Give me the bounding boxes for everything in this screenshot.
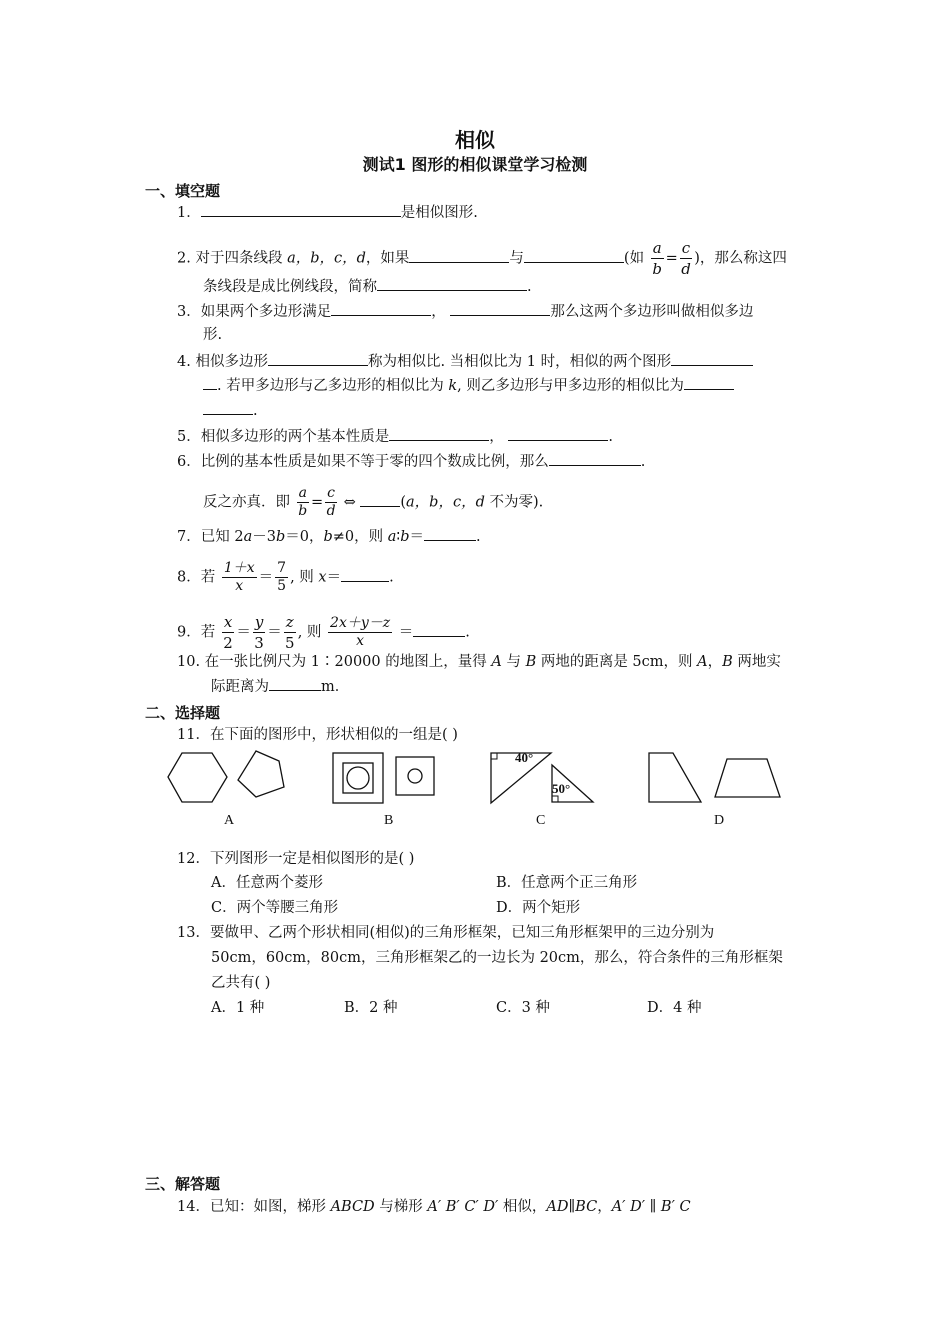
q4-text-c: . 若甲多边形与乙多边形的相似比为 [217, 378, 449, 394]
q9-t2: , 则 [297, 624, 322, 641]
frac-den: 2 [223, 634, 233, 652]
question-9 [177, 612, 470, 653]
question-13-line3: 乙共有( ) [211, 975, 271, 991]
q13-option-d[interactable]: D．4 种 [647, 1000, 702, 1016]
q6-text-b: 反之亦真．即 [203, 494, 290, 511]
section-fill-in: 一、填空题 [145, 182, 221, 200]
equals-sign: = [310, 494, 324, 511]
q10-t4: 两地实 [732, 654, 781, 670]
question-13: 13．要做甲、乙两个形状相同(相似)的三角形框架，已知三角形框架甲的三边分别为 [177, 925, 715, 941]
frac-den: 5 [277, 578, 287, 594]
q12-option-d[interactable]: D．两个矩形 [496, 900, 581, 916]
q10-B2: B [722, 654, 733, 670]
q13-option-a[interactable]: A．1 种 [211, 1000, 265, 1016]
q14-t3: 相似， [498, 1199, 547, 1215]
frac-num: c [681, 239, 691, 257]
q14-t4: ， [597, 1199, 612, 1215]
question-4-line3 [203, 400, 258, 421]
q7-t3: ＝0， [285, 529, 324, 545]
q4-text-a: 4. 相似多边形 [177, 354, 268, 370]
q14-bc: BC [575, 1199, 598, 1215]
page-title: 相似 [455, 128, 495, 152]
q9-fraction-z5 [284, 612, 296, 653]
q12-option-b[interactable]: B．任意两个正三角形 [496, 875, 638, 891]
question-10 [177, 652, 781, 672]
q10-t3: 两地的距离是 5cm，则 [536, 654, 698, 670]
right-angle-mark [491, 753, 497, 759]
frac-num: y [254, 613, 264, 631]
q6-text-c: ( [400, 494, 407, 511]
q9-fraction-expr [328, 615, 392, 650]
question-3-line2: 形. [203, 327, 223, 343]
angle-40-label: 40° [515, 750, 534, 765]
q3-blank-1[interactable] [331, 301, 431, 316]
option-label-c: C [536, 813, 546, 828]
q2-fraction-ab [651, 238, 664, 279]
q14-abcd-prime: A′ B′ C′ D′ [427, 1199, 499, 1215]
q10-t5: 际距离为 [211, 679, 269, 695]
q5-blank-1[interactable] [389, 426, 489, 441]
iff-symbol: ⇔ [343, 494, 356, 511]
question-3 [177, 301, 753, 322]
q2-line2-text: 条线段是成比例线段，简称 [203, 279, 377, 295]
q8-t2: , 则 [290, 569, 319, 586]
q8-fraction-2 [275, 560, 288, 595]
question-6-line2 [203, 485, 543, 520]
q8-x: x [318, 569, 327, 586]
q2-blank-3[interactable] [377, 276, 527, 291]
q7-t6: ＝ [409, 529, 424, 545]
q4-blank-3-cont[interactable] [203, 400, 253, 415]
frac-num: z [285, 613, 294, 631]
q6-blank-1[interactable] [549, 451, 641, 466]
q14-t5: ∥ [645, 1199, 661, 1215]
q2-fraction-cd [680, 238, 692, 279]
option-label-d: D [714, 813, 725, 828]
q6-text-d: 不为零). [484, 494, 544, 511]
q2-text-d: (如 [623, 250, 645, 267]
q10-A2: A [697, 654, 708, 670]
q5-text-a: 5．相似多边形的两个基本性质是 [177, 429, 390, 445]
q13-option-b[interactable]: B．2 种 [344, 1000, 398, 1016]
q14-t2: 与梯形 [374, 1199, 428, 1215]
q3-blank-2[interactable] [450, 301, 550, 316]
q7-blank[interactable] [424, 526, 476, 541]
parallel-symbol: ∥ [568, 1199, 576, 1215]
question-6 [177, 451, 645, 472]
q9-fraction-y3 [253, 612, 265, 653]
q7-v5: b [400, 529, 410, 545]
frac-num: c [327, 485, 335, 501]
q7-t4: ≠0，则 [332, 529, 388, 545]
q4-blank-2-cont[interactable] [203, 375, 217, 390]
q12-option-c[interactable]: C．两个等腰三角形 [211, 900, 339, 916]
q14-bc-prime: B′ C [660, 1199, 691, 1215]
q8-end: . [389, 569, 394, 586]
angle-50-label: 50° [552, 781, 571, 796]
q7-v4: a [387, 529, 397, 545]
frac-den: d [326, 503, 336, 519]
q4-text-b: 称为相似比. 当相似比为 1 时，相似的两个图形 [367, 354, 672, 370]
q10-A: A [491, 654, 502, 670]
q11-figures [160, 745, 800, 835]
equals-sign: ＝ [258, 569, 274, 586]
q9-t1: 9．若 [177, 624, 216, 641]
q2-blank-1[interactable] [409, 248, 509, 263]
q10-comma: ， [707, 654, 723, 670]
frac-den: b [298, 503, 308, 519]
q11-figures-svg [160, 745, 800, 835]
q3-text-a: 3．如果两个多边形满足 [177, 304, 332, 320]
frac-den: x [356, 633, 365, 649]
q7-t2: －3 [252, 529, 276, 545]
q2-end: . [527, 279, 532, 295]
q14-abcd: ABCD [330, 1199, 375, 1215]
section-answer: 三、解答题 [145, 1175, 221, 1193]
question-1 [177, 202, 478, 223]
frac-num: 1＋x [223, 560, 255, 576]
equals-sign: = [665, 250, 678, 267]
q2-text-e: )，那么称这四 [694, 250, 787, 267]
frac-den: b [652, 260, 662, 278]
question-2 [177, 238, 787, 279]
circle-small [408, 769, 422, 783]
question-10-line2 [211, 676, 349, 697]
q2-blank-2[interactable] [524, 248, 624, 263]
q14-ad-prime: A′ D′ [611, 1199, 645, 1215]
question-4-line2 [203, 375, 734, 396]
frac-den: x [235, 578, 244, 594]
q6-fraction-cd [325, 485, 337, 520]
q1-number: 1． [177, 205, 201, 221]
option-label-b: B [384, 813, 394, 828]
q6-vars: a，b，c，d [406, 494, 485, 511]
q10-blank[interactable] [269, 676, 321, 691]
q10-t1: 10. 在一张比例尺为 1∶20000 的地图上，量得 [177, 654, 492, 670]
frac-num: a [652, 239, 662, 257]
q2-text-a: 2. 对于四条线段 [177, 250, 283, 267]
q9-t3: ＝ [398, 624, 414, 641]
frac-den: 3 [254, 634, 264, 652]
square-outer-small [396, 757, 434, 795]
frac-num: x [223, 613, 233, 631]
question-4 [177, 351, 753, 372]
question-5 [177, 426, 613, 447]
q8-t3: ＝ [326, 569, 342, 586]
q5-end: . [608, 429, 613, 445]
q9-fraction-x2 [222, 612, 234, 653]
question-11: 11．在下面的图形中，形状相似的一组是( ) [177, 727, 458, 743]
q14-t1: 14．已知：如图，梯形 [177, 1199, 331, 1215]
q10-B: B [525, 654, 537, 670]
trapezoid-isosceles [715, 759, 780, 797]
frac-den: 5 [284, 634, 295, 652]
page-subtitle: 测试1 图形的相似课堂学习检测 [362, 155, 588, 174]
q3-text-b: ， [431, 304, 446, 320]
question-8 [177, 560, 394, 595]
q7-v1: a [243, 529, 253, 545]
q2-text-c: 与 [509, 250, 524, 267]
q12-option-a[interactable]: A．任意两个菱形 [211, 875, 323, 891]
pentagon-shape [238, 751, 284, 797]
q4-blank-2[interactable] [671, 351, 753, 366]
q2-vars: a，b，c，d [287, 250, 366, 267]
q8-blank[interactable] [341, 567, 389, 582]
q9-end: . [465, 624, 470, 641]
q7-v3: b [323, 529, 333, 545]
equals-sign: ＝ [267, 624, 282, 641]
q4-blank-1[interactable] [268, 351, 368, 366]
q3-text-c: 那么这两个多边形叫做相似多边 [550, 304, 754, 320]
q5-text-b: ， [489, 429, 504, 445]
frac-num: 2x＋y－z [330, 615, 391, 631]
question-12: 12．下列图形一定是相似图形的是( ) [177, 851, 415, 867]
circle-in-square [347, 767, 369, 789]
q10-t2: 与 [501, 654, 526, 670]
q14-ad: AD [546, 1199, 569, 1215]
q8-fraction-1 [222, 560, 257, 595]
trapezoid-right [649, 753, 701, 802]
hexagon-shape [168, 753, 227, 802]
q4-blank-3[interactable] [684, 375, 734, 390]
q5-blank-2[interactable] [508, 426, 608, 441]
q8-t1: 8．若 [177, 569, 216, 586]
q10-t6: m． [321, 679, 350, 695]
q4-k: k [448, 378, 458, 394]
question-7 [177, 526, 481, 547]
question-2-line2 [203, 276, 532, 297]
q1-text: 是相似图形. [400, 205, 478, 221]
option-label-a: A [224, 813, 235, 828]
question-14 [177, 1197, 691, 1217]
q4-end: . [253, 403, 258, 419]
q6-text-a: 6．比例的基本性质是如果不等于零的四个数成比例，那么 [177, 454, 549, 470]
q7-t5: ∶ [396, 529, 401, 545]
q9-blank[interactable] [413, 622, 465, 637]
q6-fraction-ab [297, 485, 309, 520]
frac-num: a [298, 485, 307, 501]
square-outer-large [333, 753, 383, 803]
frac-num: 7 [277, 560, 287, 576]
q4-text-d: , 则乙多边形与甲多边形的相似比为 [457, 378, 684, 394]
equals-sign: ＝ [236, 624, 251, 641]
q2-text-b: ，如果 [365, 250, 410, 267]
q7-t1: 7．已知 2 [177, 529, 244, 545]
q6-end-1: . [640, 454, 646, 470]
q13-option-c[interactable]: C．3 种 [496, 1000, 550, 1016]
q7-v2: b [275, 529, 286, 545]
frac-den: d [681, 260, 691, 278]
q1-blank[interactable] [201, 202, 401, 217]
question-13-line2: 50cm，60cm，80cm，三角形框架乙的一边长为 20cm，那么，符合条件的三角形框架 [211, 950, 783, 966]
q6-blank-2[interactable] [360, 492, 400, 507]
section-choice: 二、选择题 [145, 704, 221, 722]
q7-end: . [476, 529, 481, 545]
